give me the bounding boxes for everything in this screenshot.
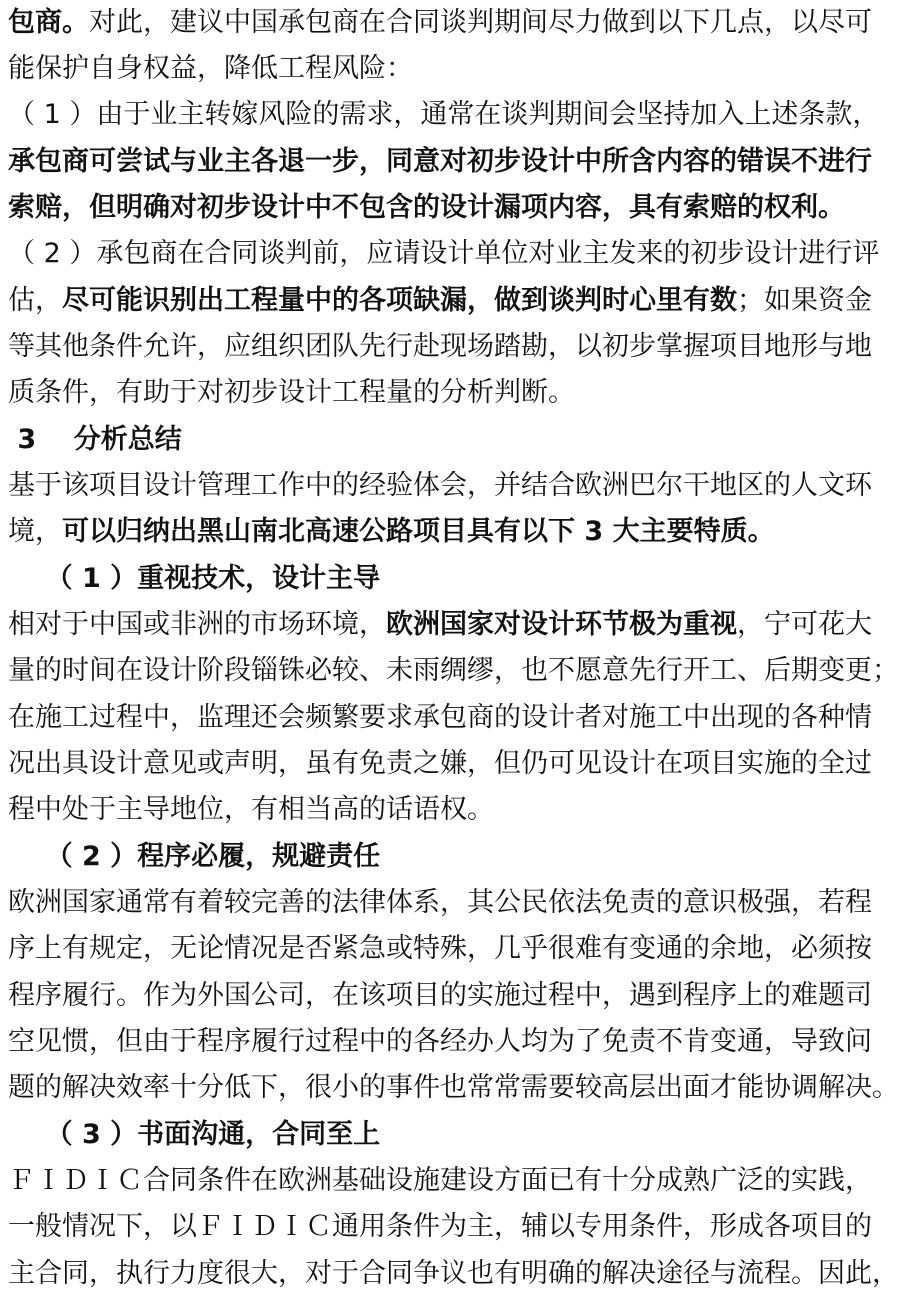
text-run: 估， (8, 285, 62, 316)
text-run: 对此，建议中国承包商在合同谈判期间尽力做到以下几点，以尽可 (89, 7, 872, 38)
text-line (8, 278, 872, 324)
text-run: 空见惯，但由于程序履行过程中的各经办人均为了免责不肯变通，导致问 (8, 1026, 872, 1057)
text-run: ＦＩＤＩＣ合同条件在欧洲基础设施建设方面已有十分成熟广泛的实践， (8, 1165, 872, 1196)
text-run: 质条件，有助于对初步设计工程量的分析判断。 (8, 377, 575, 408)
text-run: 基于该项目设计管理工作中的经验体会，并结合欧洲巴尔干地区的人文环 (8, 470, 872, 501)
text-line (8, 648, 899, 694)
text-run: ，宁可花大 (737, 609, 872, 640)
text-run: 题的解决效率十分低下，很小的事件也常常需要较高层出面才能协调解决。 (8, 1072, 899, 1103)
text-run: 等其他条件允许，应组织团队先行赴现场踏勘，以初步掌握项目地形与地 (8, 331, 872, 362)
text-line (8, 324, 872, 370)
text-line (8, 741, 872, 787)
bold-text-run: （ 1 ）重视技术，设计主导 (8, 563, 381, 594)
text-line (8, 46, 413, 92)
text-run: 主合同，执行力度很大，对于合同争议也有明确的解决途径与流程。因此， (8, 1258, 899, 1289)
bold-text-run: 尽可能识别出工程量中的各项缺漏，做到谈判时心里有数 (62, 285, 737, 316)
bold-text-run: 欧洲国家对设计环节极为重视 (386, 609, 737, 640)
text-line (8, 602, 872, 648)
text-line (8, 463, 872, 509)
text-run: 一般情况下，以ＦＩＤＩＣ通用条件为主，辅以专用条件，形成各项目的 (8, 1211, 872, 1242)
text-run: ；如果资金 (737, 285, 872, 316)
text-line (8, 92, 879, 138)
text-line (8, 695, 872, 741)
text-run: （ 1 ）由于业主转嫁风险的需求，通常在谈判期间会坚持加入上述条款， (8, 99, 880, 130)
text-line (8, 1251, 899, 1297)
text-run: 量的时间在设计阶段锱铢必较、未雨绸缪，也不愿意先行开工、后期变更； (8, 655, 899, 686)
text-line (8, 1204, 872, 1250)
text-line (8, 139, 872, 185)
bold-text-run: 可以归纳出黑山南北高速公路项目具有以下 3 大主要特质。 (62, 516, 775, 547)
text-line (8, 231, 879, 277)
text-run: 程中处于主导地位，有相当高的话语权。 (8, 794, 494, 825)
text-run: 程序履行。作为外国公司，在该项目的实施过程中，遇到程序上的难题司 (8, 980, 872, 1011)
text-line (8, 973, 872, 1019)
text-line (8, 556, 380, 602)
text-line (8, 787, 494, 833)
text-line (8, 185, 845, 231)
text-line (8, 1112, 380, 1158)
text-run: 况出具设计意见或声明，虽有免责之嫌，但仍可见设计在项目实施的全过 (8, 748, 872, 779)
text-run: 境， (8, 516, 62, 547)
text-line (8, 926, 872, 972)
bold-text-run: 3 分析总结 (8, 424, 182, 455)
text-line (8, 880, 872, 926)
text-run: 在施工过程中，监理还会频繁要求承包商的设计者对施工中出现的各种情 (8, 702, 872, 733)
text-line (8, 1065, 899, 1111)
text-run: 能保护自身权益，降低工程风险： (8, 53, 413, 84)
text-line (8, 417, 182, 463)
text-run: 序上有规定，无论情况是否紧急或特殊，几乎很难有变通的余地，必须按 (8, 933, 872, 964)
text-run: 相对于中国或非洲的市场环境， (8, 609, 386, 640)
bold-text-run: （ 3 ）书面沟通，合同至上 (8, 1119, 381, 1150)
text-run: （ 2 ）承包商在合同谈判前，应请设计单位对业主发来的初步设计进行评 (8, 238, 880, 269)
bold-text-run: 包商。 (8, 7, 89, 38)
text-line (8, 370, 575, 416)
bold-text-run: 索赔，但明确对初步设计中不包含的设计漏项内容，具有索赔的权利。 (8, 192, 845, 223)
bold-text-run: （ 2 ）程序必履，规避责任 (8, 841, 381, 872)
text-line (8, 0, 872, 46)
text-line (8, 509, 775, 555)
bold-text-run: 承包商可尝试与业主各退一步，同意对初步设计中所含内容的错误不进行 (8, 146, 872, 177)
text-line (8, 834, 380, 880)
text-line (8, 1158, 872, 1204)
text-line (8, 1019, 872, 1065)
text-run: 欧洲国家通常有着较完善的法律体系，其公民依法免责的意识极强，若程 (8, 887, 872, 918)
